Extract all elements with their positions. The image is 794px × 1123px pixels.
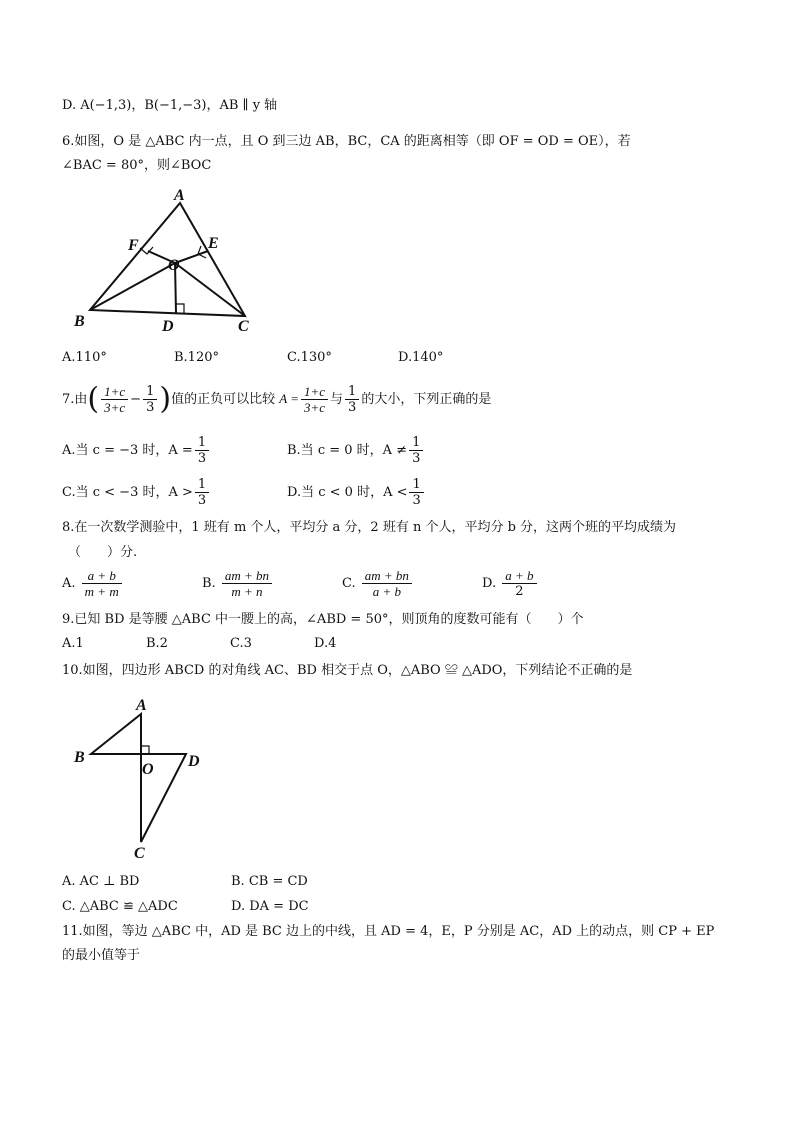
q7-fraction-3: $\frac{1+c}{3+c}$ bbox=[301, 384, 328, 415]
q10-label-b: B bbox=[74, 749, 85, 766]
q6-label-e: E bbox=[208, 235, 219, 252]
q10-label-c: C bbox=[134, 845, 145, 862]
q7-minus: − bbox=[130, 392, 142, 407]
q7-fraction-2: $\frac{1}{3}$ bbox=[143, 384, 157, 415]
q7-suffix: 的大小，下列正确的是 bbox=[361, 392, 492, 407]
q6-option-a: A.110° bbox=[62, 350, 107, 365]
q9-stem: 9.已知 BD 是等腰 △ABC 中一腰上的高，∠ABD = 50°，则顶角的度数可能有（ ）个 bbox=[62, 612, 584, 627]
q11-stem-line2: 的最小值等于 bbox=[62, 948, 141, 963]
q7-left-paren: ( bbox=[87, 381, 100, 417]
q6-option-c: C.130° bbox=[287, 350, 332, 365]
q10-option-b: B. CB = CD bbox=[231, 874, 308, 889]
q7-option-d: D.当 c < 0 时，A < $\frac{1}{3}$ bbox=[287, 476, 426, 510]
q5-option-d: D. A(−1,3)，B(−1,−3)，AB ∥ y 轴 bbox=[62, 98, 278, 113]
q7-mid: 值的正负可以比较 bbox=[171, 392, 276, 407]
q7-fraction-4: $\frac{1}{3}$ bbox=[345, 384, 359, 415]
q6-label-b: B bbox=[74, 313, 85, 330]
q6-label-d: D bbox=[162, 318, 174, 335]
q10-stem: 10.如图，四边形 ABCD 的对角线 AC、BD 相交于点 O，△ABO ≌ △ADO，下列结论不正确的是 bbox=[62, 663, 633, 678]
q8-option-c: C. $\frac{am + bn}{a + b}$ bbox=[342, 566, 414, 602]
q6-label-a: A bbox=[174, 188, 185, 204]
q7-right-paren: ) bbox=[159, 381, 172, 417]
q6-option-b: B.120° bbox=[174, 350, 219, 365]
q10-label-a: A bbox=[136, 697, 147, 714]
q7-fraction-1: $\frac{1+c}{3+c}$ bbox=[101, 384, 128, 415]
q7-prefix: 7.由 bbox=[62, 392, 88, 407]
q9-option-a: A.1 bbox=[62, 636, 84, 651]
q6-stem-line1: 6.如图，O 是 △ABC 内一点，且 O 到三边 AB，BC，CA 的距离相等（即 OF = OD = OE），若 bbox=[62, 134, 631, 149]
q9-option-c: C.3 bbox=[230, 636, 252, 651]
q10-option-a: A. AC ⊥ BD bbox=[62, 874, 140, 889]
q10-label-d: D bbox=[188, 753, 200, 770]
q7-option-c: C.当 c < −3 时，A > $\frac{1}{3}$ bbox=[62, 476, 211, 510]
q10-label-o: O bbox=[142, 761, 154, 778]
q11-stem-line1: 11.如图，等边 △ABC 中，AD 是 BC 边上的中线，且 AD = 4，E，P 分别是 AC，AD 上的动点，则 CP + EP bbox=[62, 924, 715, 939]
q8-stem-line1: 8.在一次数学测验中，1 班有 m 个人，平均分 a 分，2 班有 n 个人，平均分 b 分，这两个班的平均成绩为 bbox=[62, 520, 677, 535]
q8-stem-line2: （ ）分. bbox=[68, 545, 138, 560]
q7-with: 与 bbox=[330, 392, 344, 407]
q7-stem bbox=[62, 382, 491, 417]
q10-option-c: C. △ABC ≌ △ADC bbox=[62, 899, 178, 914]
q6-stem-line2: ∠BAC = 80°，则∠BOC bbox=[62, 158, 212, 173]
q6-triangle-figure bbox=[70, 188, 260, 338]
q9-option-d: D.4 bbox=[314, 636, 337, 651]
q6-label-f: F bbox=[128, 237, 139, 254]
q6-option-d: D.140° bbox=[398, 350, 444, 365]
q10-kite-figure bbox=[66, 694, 216, 866]
q10-option-d: D. DA = DC bbox=[231, 899, 309, 914]
q6-label-o: O bbox=[168, 257, 180, 274]
q7-a-equals: A = bbox=[279, 391, 299, 406]
q8-option-d: D. $\frac{a + b}{2}$ bbox=[482, 566, 539, 602]
q8-option-b: B. $\frac{am + bn}{m + n}$ bbox=[202, 566, 274, 602]
q7-option-a: A.当 c = −3 时，A = $\frac{1}{3}$ bbox=[62, 434, 211, 468]
q9-option-b: B.2 bbox=[146, 636, 168, 651]
q8-option-a: A. $\frac{a + b}{m + m}$ bbox=[62, 566, 124, 602]
q6-label-c: C bbox=[238, 318, 249, 335]
q7-option-b: B.当 c = 0 时，A ≠ $\frac{1}{3}$ bbox=[287, 434, 425, 468]
